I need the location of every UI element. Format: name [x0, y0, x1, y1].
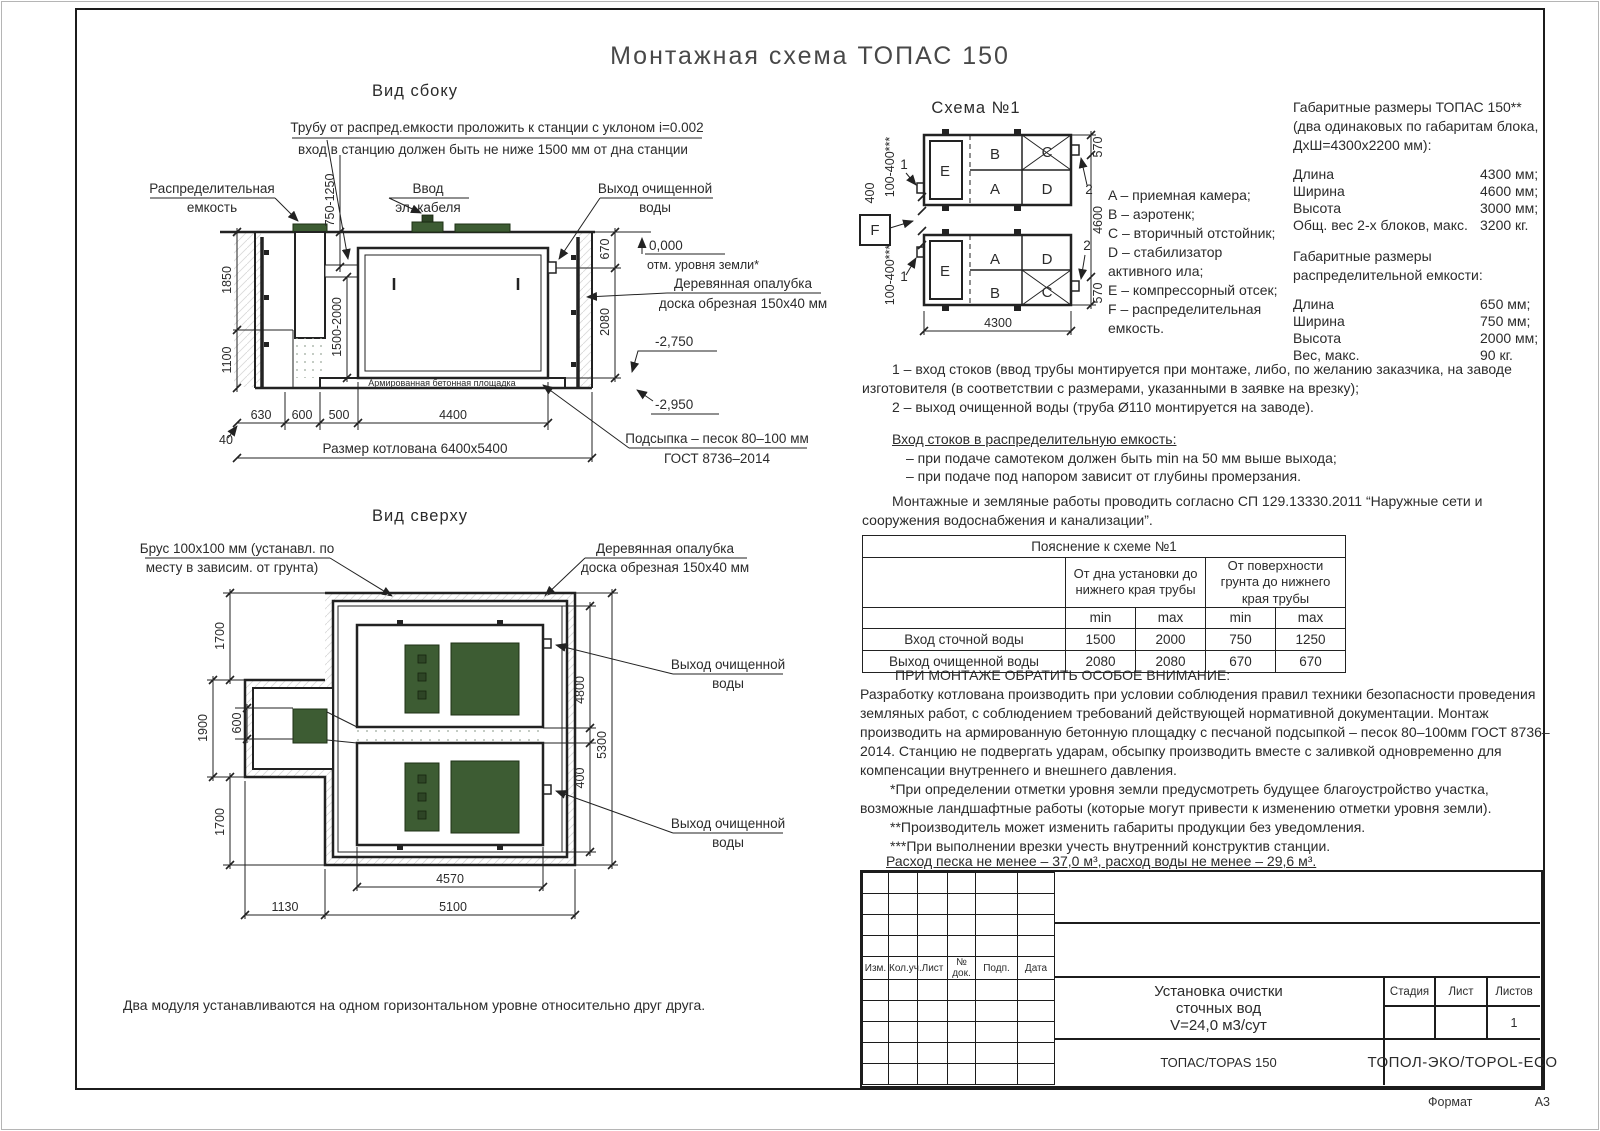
svg-text:эл. кабеля: эл. кабеля: [395, 200, 461, 215]
explanation-table: [862, 535, 1346, 673]
stage-value-row: [1385, 1007, 1540, 1038]
svg-text:750-1250: 750-1250: [323, 173, 337, 227]
schema-title: Схема №1: [931, 99, 1021, 117]
sheet-label: Лист: [1436, 978, 1488, 1005]
svg-text:1700: 1700: [213, 622, 227, 650]
sheets-label: Листов: [1495, 985, 1533, 998]
format-value: А3: [1534, 1095, 1550, 1109]
note-outlet: 2 – выход очищенной воды (труба Ø110 монтируется на заводе).: [892, 399, 1314, 415]
tank-dims-heading: Габаритные размеры: [1293, 248, 1432, 264]
company-cell: ТОПОЛ-ЭКО/TOPOL-ECO: [1385, 1038, 1540, 1085]
consumption-note: Расход песка не менее – 37,0 м³, расход воды не менее – 29,6 м³.: [886, 853, 1317, 869]
lifting-marks: [394, 278, 518, 290]
outlet-stub: [548, 262, 556, 273]
svg-text:5300: 5300: [595, 731, 609, 759]
svg-text:400: 400: [573, 767, 587, 789]
cable-lid: [412, 222, 443, 232]
col-min: min: [1066, 607, 1136, 628]
zero-mark: 0,000: [649, 238, 683, 253]
svg-text:Деревянная опалубка: Деревянная опалубка: [673, 276, 813, 291]
overall-dimensions: Габаритные размеры ТОПАС 150** (два одинаковых по габаритам блока, ДхШ=4300х2200 мм): Длина 4300 мм; Ширина 4600 мм; Высота 3000 мм; Общ. вес 2-х блоков, макс. 3200 кг. Габаритные размеры распределительной емкости: Длина 650 мм; Ширина 750 мм; Высота 2000 мм; Вес, макс. 90 кг.: [1293, 98, 1547, 363]
svg-text:4570: 4570: [436, 872, 464, 886]
svg-text:600: 600: [291, 408, 313, 422]
format-label: Формат: [1428, 1095, 1473, 1109]
svg-text:емкость: емкость: [186, 200, 238, 215]
schema-block-1: [917, 129, 1079, 211]
svg-text:4400: 4400: [439, 408, 467, 422]
revision-header-row: Изм. Кол.уч. Лист № док. Подп. Дата: [863, 957, 1055, 980]
schema-legend: [1108, 186, 1298, 338]
dim-row: Длина 650 мм;: [1293, 296, 1531, 312]
svg-text:2: 2: [1083, 238, 1091, 253]
svg-text:Брус 100х100 мм (устанавл. по: Брус 100х100 мм (устанавл. по: [139, 541, 335, 556]
svg-text:500: 500: [328, 408, 350, 422]
svg-text:5100: 5100: [439, 900, 467, 914]
dim-row: Ширина 750 мм;: [1293, 313, 1531, 329]
project-name-cell: Установка очистки сточных вод V=24,0 м3/сут: [1054, 978, 1385, 1038]
col-min: min: [1206, 607, 1276, 628]
svg-text:воды: воды: [712, 835, 744, 850]
table-row: Выход очищенной воды 2080 2080 670 670: [863, 650, 1346, 672]
svg-text:1: 1: [900, 157, 908, 172]
dim-row: Высота 2000 мм;: [1293, 330, 1539, 346]
svg-text:1700: 1700: [213, 808, 227, 836]
table-row: Вход сточной воды 1500 2000 750 1250: [863, 628, 1346, 650]
table-group-2: От поверхности грунта до нижнего края трубы: [1206, 558, 1346, 608]
svg-text:1900: 1900: [196, 714, 210, 742]
star-note-3: ***При выполнении врезки учесть внутренний конструктив станции.: [890, 838, 1331, 854]
svg-text:570: 570: [1091, 282, 1105, 304]
svg-text:доска обрезная 150х40 мм: доска обрезная 150х40 мм: [580, 560, 750, 575]
svg-text:570: 570: [1091, 136, 1105, 158]
dist-tank-label: [149, 181, 298, 221]
beam-label: [140, 541, 392, 596]
table-group-1: От дна установки до нижнего края трубы: [1066, 558, 1206, 608]
star-note-1: *При определении отметки уровня земли предусмотреть будущее благоустройство участка, возможные ландшафтные работы (которые могут привести к изменению отметки уровня земли).: [860, 781, 1492, 816]
inlet-heading: Вход стоков в распределительную емкость:: [892, 431, 1177, 447]
star-note-2: **Производитель может изменить габариты продукции без уведомления.: [890, 819, 1366, 835]
cable-entry-label: [389, 181, 469, 215]
stage-label: Стадия: [1385, 978, 1436, 1005]
dim-row: Вес, макс. 90 кг.: [1293, 347, 1513, 363]
legend-item: E – компрессорный отсек;: [1108, 282, 1278, 298]
pit-size-label: Размер котлована 6400х5400: [322, 441, 508, 456]
svg-text:E: E: [939, 163, 951, 180]
svg-text:4300: 4300: [984, 316, 1012, 330]
dims-bottom: [219, 382, 596, 462]
legend-item: F – распределительная: [1108, 301, 1262, 317]
distribution-tank: [293, 224, 358, 378]
service-lid: [455, 224, 510, 232]
page-title: Монтажная схема ТОПАС 150: [610, 42, 1010, 70]
table-title: Пояснение к схеме №1: [863, 536, 1346, 558]
svg-text:Деревянная опалубка: Деревянная опалубка: [595, 541, 735, 556]
svg-text:доска обрезная 150х40 мм: доска обрезная 150х40 мм: [658, 296, 828, 311]
module-note: Два модуля устанавливаются на одном горизонтальном уровне относительно друг друга.: [123, 997, 706, 1013]
service-hatch: [451, 643, 519, 715]
module-2: [357, 743, 551, 850]
col-max: max: [1136, 607, 1206, 628]
svg-text:600: 600: [230, 712, 244, 734]
svg-text:Выход очищенной: Выход очищенной: [597, 181, 713, 196]
top-view-drawing: [95, 495, 855, 965]
svg-text:Подсыпка – песок 80–100 мм: Подсыпка – песок 80–100 мм: [625, 431, 809, 446]
side-view-title: Вид сбоку: [372, 82, 458, 100]
svg-text:B: B: [989, 285, 1001, 302]
title-block: [860, 870, 1558, 1088]
stamp-empty-band-1: [1054, 872, 1540, 924]
svg-text:4800: 4800: [573, 676, 587, 704]
svg-text:Распределительная: Распределительная: [149, 181, 275, 196]
revision-table: [862, 872, 1055, 1085]
svg-text:Выход очищенной: Выход очищенной: [670, 816, 786, 831]
svg-text:4600: 4600: [1091, 206, 1105, 234]
service-hatch-2: [451, 761, 519, 833]
legend-item: емкость.: [1108, 320, 1165, 336]
legend-item: B – аэротенк;: [1108, 206, 1195, 222]
schema-f-box: [860, 215, 913, 245]
svg-text:D: D: [1041, 251, 1053, 268]
level-2750: -2,750: [655, 334, 694, 349]
level-2950: -2,950: [655, 397, 694, 412]
format-footer: [1428, 1095, 1550, 1109]
svg-text:100-400***: 100-400***: [883, 244, 897, 306]
stamp-empty-band-2: [1054, 924, 1540, 978]
svg-text:1: 1: [900, 269, 908, 284]
svg-text:400: 400: [863, 182, 877, 204]
ground-level-label: отм. уровня земли*: [647, 258, 760, 272]
svg-text:F: F: [870, 222, 880, 239]
formwork-label: [587, 276, 827, 311]
sheets-value: 1: [1510, 1015, 1518, 1030]
dim-row: Ширина 4600 мм;: [1293, 183, 1539, 199]
svg-text:A: A: [989, 251, 1001, 268]
overall-heading: Габаритные размеры ТОПАС 150**: [1293, 99, 1522, 115]
svg-text:Выход очищенной: Выход очищенной: [670, 657, 786, 672]
legend-item: активного ила;: [1108, 263, 1204, 279]
dim-row: Длина 4300 мм;: [1293, 166, 1539, 182]
svg-text:100-400***: 100-400***: [883, 136, 897, 198]
cable-cap: [422, 215, 433, 222]
svg-text:2080: 2080: [598, 308, 612, 336]
side-view-drawing: [95, 80, 855, 480]
attention-body: Разработку котлована производить при условии соблюдения правил техники безопасности проведения земляных работ, с соблюдением требований действующей нормативной документации. Монтаж производить на армированную бетонную площадку с песчаной подсыпкой – песок 80–100мм ГОСТ 8736–2014. Станцию не подвергать ударам, обсыпку производить вместе с заливкой одновременно для компенсации внутреннего и внешнего давления.: [860, 686, 1550, 778]
tank-lid: [293, 224, 327, 232]
note-inlet: 1 – вход стоков (ввод трубы монтируется при монтаже, либо, по желанию заказчика, на заводе изготовителя (в соответствии с размерами, указанными в заявке на врезку);: [862, 361, 1512, 396]
svg-text:Ввод: Ввод: [412, 181, 444, 196]
svg-text:40: 40: [219, 433, 233, 447]
inlet-note-1: – при подаче самотеком должен быть min на 50 мм выше выхода;: [906, 450, 1337, 466]
dim-row: Общ. вес 2-х блоков, макс. 3200 кг.: [1293, 217, 1529, 233]
svg-text:2: 2: [1085, 182, 1093, 197]
svg-text:C: C: [1041, 284, 1053, 301]
dim-row: Высота 3000 мм;: [1293, 200, 1539, 216]
product-cell: ТОПАС/TOPAS 150: [1054, 1038, 1385, 1085]
legend-item: D – стабилизатор: [1108, 244, 1223, 260]
sp-note: Монтажные и земляные работы проводить согласно СП 129.13330.2011 “Наружные сети и сооружения водоснабжения и канализации”.: [862, 493, 1483, 528]
legend-item: C – вторичный отстойник;: [1108, 225, 1276, 241]
top-view-title: Вид сверху: [372, 507, 468, 525]
stage-header-row: [1385, 978, 1540, 1007]
svg-text:месту в зависим. от грунта): месту в зависим. от грунта): [145, 560, 319, 575]
pipe-note-line2: вход в станцию должен быть не ниже 1500 мм от дна станции: [298, 142, 688, 157]
svg-text:E: E: [939, 263, 951, 280]
station-body: [358, 215, 556, 378]
svg-text:D: D: [1041, 181, 1053, 198]
inlet-pipe: [325, 265, 358, 277]
schema-block-2: [917, 229, 1079, 311]
svg-text:ГОСТ 8736–2014: ГОСТ 8736–2014: [664, 451, 770, 466]
svg-text:630: 630: [250, 408, 272, 422]
module-1: [357, 620, 551, 727]
concrete-slab-label: Армированная бетонная площадка: [368, 378, 516, 388]
legend-item: A – приемная камера;: [1108, 187, 1251, 203]
formwork-label-top: [545, 541, 749, 596]
svg-text:A: A: [989, 181, 1001, 198]
schema-1-drawing: [846, 95, 1108, 355]
svg-text:1100: 1100: [220, 346, 234, 374]
dims-right-top-view: [543, 589, 618, 869]
attention-heading: ПРИ МОНТАЖЕ ОБРАТИТЬ ОСОБОЕ ВНИМАНИЕ:: [895, 667, 1231, 683]
svg-text:670: 670: [598, 238, 612, 260]
svg-text:воды: воды: [639, 200, 671, 215]
svg-text:C: C: [1041, 144, 1053, 161]
concrete-slab: [320, 378, 565, 388]
svg-text:воды: воды: [712, 676, 744, 691]
col-max: max: [1276, 607, 1346, 628]
svg-text:1850: 1850: [220, 266, 234, 294]
pipe-note-line1: Трубу от распред.емкости проложить к станции с уклоном i=0.002: [290, 120, 704, 135]
svg-text:1500-2000: 1500-2000: [330, 297, 344, 357]
inlet-note-2: – при подаче под напором зависит от глубины промерзания.: [906, 468, 1301, 484]
svg-text:B: B: [989, 146, 1001, 163]
svg-text:1130: 1130: [271, 900, 299, 914]
